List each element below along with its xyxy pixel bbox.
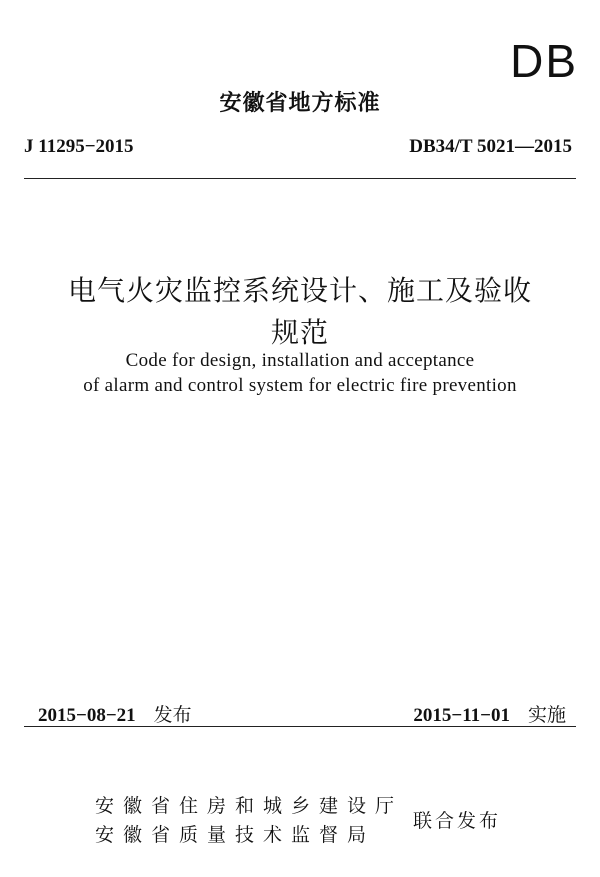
header-divider — [24, 178, 576, 179]
title-english-line1: Code for design, installation and acceptance — [125, 350, 475, 371]
footer-divider — [24, 726, 576, 727]
title-chinese-line2: 规范 — [270, 316, 329, 349]
db-mark: DB — [510, 35, 578, 87]
effective-date: 2015−11−01 — [413, 705, 510, 726]
publish-date: 2015−08−21 — [38, 705, 136, 726]
issuer-quality-bureau: 安徽省质量技术监督局 — [95, 824, 376, 846]
publish-label: 发布 — [153, 704, 192, 726]
filing-number: J 11295−2015 — [24, 136, 134, 157]
title-english-line2: of alarm and control system for electric fire prevention — [83, 375, 517, 396]
publish-date-row — [38, 700, 192, 727]
joint-issue-label: 联合发布 — [413, 810, 502, 832]
issuing-authority-heading: 安徽省地方标准 — [219, 91, 381, 116]
title-chinese-line1: 电气火灾监控系统设计、施工及验收 — [67, 274, 532, 307]
effective-label: 实施 — [527, 704, 566, 726]
standard-number: DB34/T 5021—2015 — [409, 136, 572, 157]
issuer-housing-department: 安徽省住房和城乡建设厅 — [95, 795, 404, 817]
effective-date-row — [413, 700, 566, 727]
